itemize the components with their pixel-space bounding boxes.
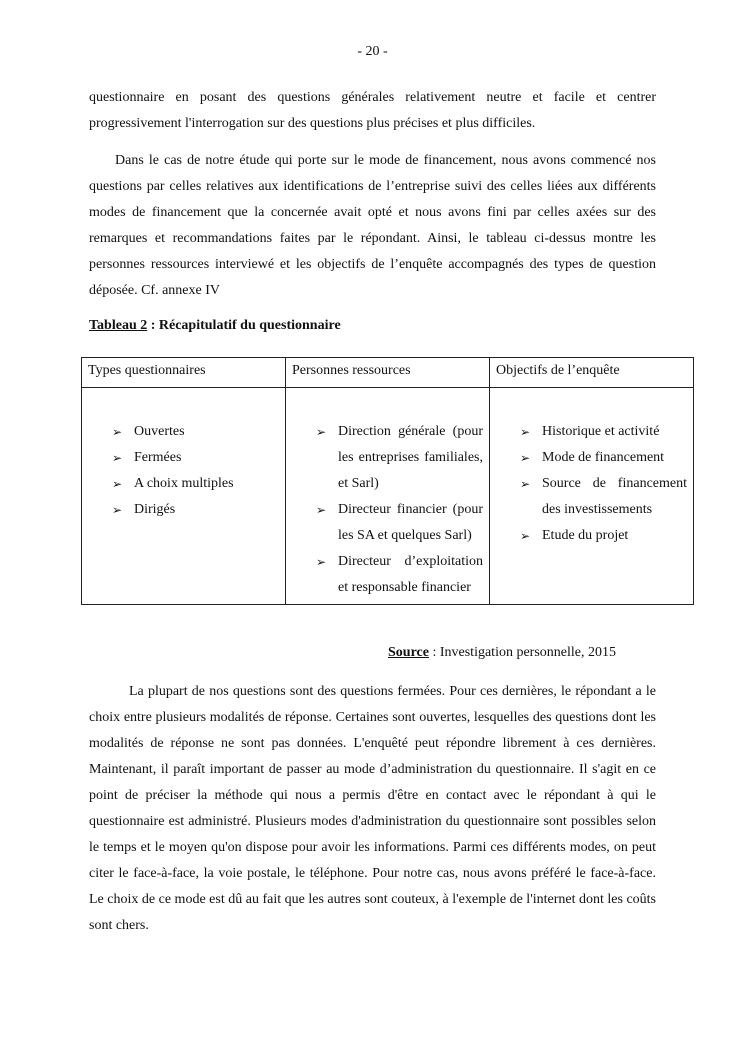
arrow-bullet-icon: ➢: [112, 503, 123, 517]
table-caption-text: : Récapitulatif du questionnaire: [147, 318, 341, 333]
list-item: ➢ Mode de financement: [490, 445, 687, 471]
arrow-bullet-icon: ➢: [520, 529, 531, 543]
list-item: ➢ Directeur financier (pour les SA et quelques Sarl): [286, 497, 483, 549]
cell-personnes: [286, 388, 490, 605]
paragraph-3: La plupart de nos questions sont des questions fermées. Pour ces dernières, le répondant a le choix entre plusieurs modalités de réponse. Certaines sont ouvertes, lesquelles des questions dont les modalités de réponse ne sont pas données. L'enquêté peut répondre librement à ces dernières. Maintenant, il paraît important de passer au mode d’administration du questionnaire. Il s'agit en ce point de préciser la méthode qui nous a permis d'être en contact avec le répondant à qui le questionnaire est administré. Plusieurs modes d'administration du questionnaire sont possibles selon le temps et le moyen qu'on dispose pour avoir les informations. Parmi ces différents modes, on peut citer le face-à-face, la voie postale, le téléphone. Pour notre cas, nous avons préféré le face-à-face. Le choix de ce mode est dû au fait que les autres sont couteux, à l'exemple de l'internet dont les coûts sont chers.: [89, 684, 656, 933]
cell-types: [82, 388, 286, 605]
list-item: ➢ Ouvertes: [82, 419, 279, 445]
list-item: ➢ Dirigés: [82, 497, 279, 523]
page-number: - 20 -: [357, 44, 388, 59]
header-personnes: Personnes ressources: [286, 358, 490, 388]
header-objectifs: Objectifs de l’enquête: [490, 358, 694, 388]
arrow-bullet-icon: ➢: [316, 503, 327, 517]
table-caption-label: Tableau 2: [89, 318, 148, 333]
arrow-bullet-icon: ➢: [112, 451, 123, 465]
arrow-bullet-icon: ➢: [112, 477, 123, 491]
list-item: ➢ Source de financement des investissements: [490, 471, 687, 523]
list-item: ➢ Etude du projet: [490, 523, 687, 549]
arrow-bullet-icon: ➢: [316, 555, 327, 569]
source-text: : Investigation personnelle, 2015: [428, 645, 616, 660]
list-item: ➢ Directeur d’exploitation et responsable financier: [286, 549, 483, 601]
table-header-row: [82, 358, 694, 388]
arrow-bullet-icon: ➢: [520, 425, 531, 439]
list-item: ➢ A choix multiples: [82, 471, 279, 497]
cell-objectifs: [490, 388, 694, 605]
arrow-bullet-icon: ➢: [316, 425, 327, 439]
list-item: ➢ Historique et activité: [490, 419, 687, 445]
paragraph-1: questionnaire en posant des questions générales relativement neutre et facile et centrer progressivement l'interrogation sur des questions plus précises et plus difficiles.: [89, 90, 656, 131]
paragraph-2: Dans le cas de notre étude qui porte sur le mode de financement, nous avons commencé nos questions par celles relatives aux identifications de l’entreprise suivi des celles liées aux différents modes de financement que la concernée avait opté et nous avons fini par celles axées sur des remarques et recommandations faites par le répondant. Ainsi, le tableau ci-dessus montre les personnes ressources interviewé et les objectifs de l’enquête accompagnés des types de question déposée. Cf. annexe IV: [89, 153, 656, 298]
table-caption: [89, 318, 341, 334]
arrow-bullet-icon: ➢: [520, 477, 531, 491]
questionnaire-table: [81, 357, 694, 605]
list-item: ➢ Direction générale (pour les entreprises familiales, et Sarl): [286, 419, 483, 497]
list-item: ➢ Fermées: [82, 445, 279, 471]
table-body-row: [82, 388, 694, 605]
arrow-bullet-icon: ➢: [112, 425, 123, 439]
header-types: Types questionnaires: [82, 358, 286, 388]
table-source: [388, 645, 616, 661]
source-label: Source: [388, 645, 429, 660]
arrow-bullet-icon: ➢: [520, 451, 531, 465]
